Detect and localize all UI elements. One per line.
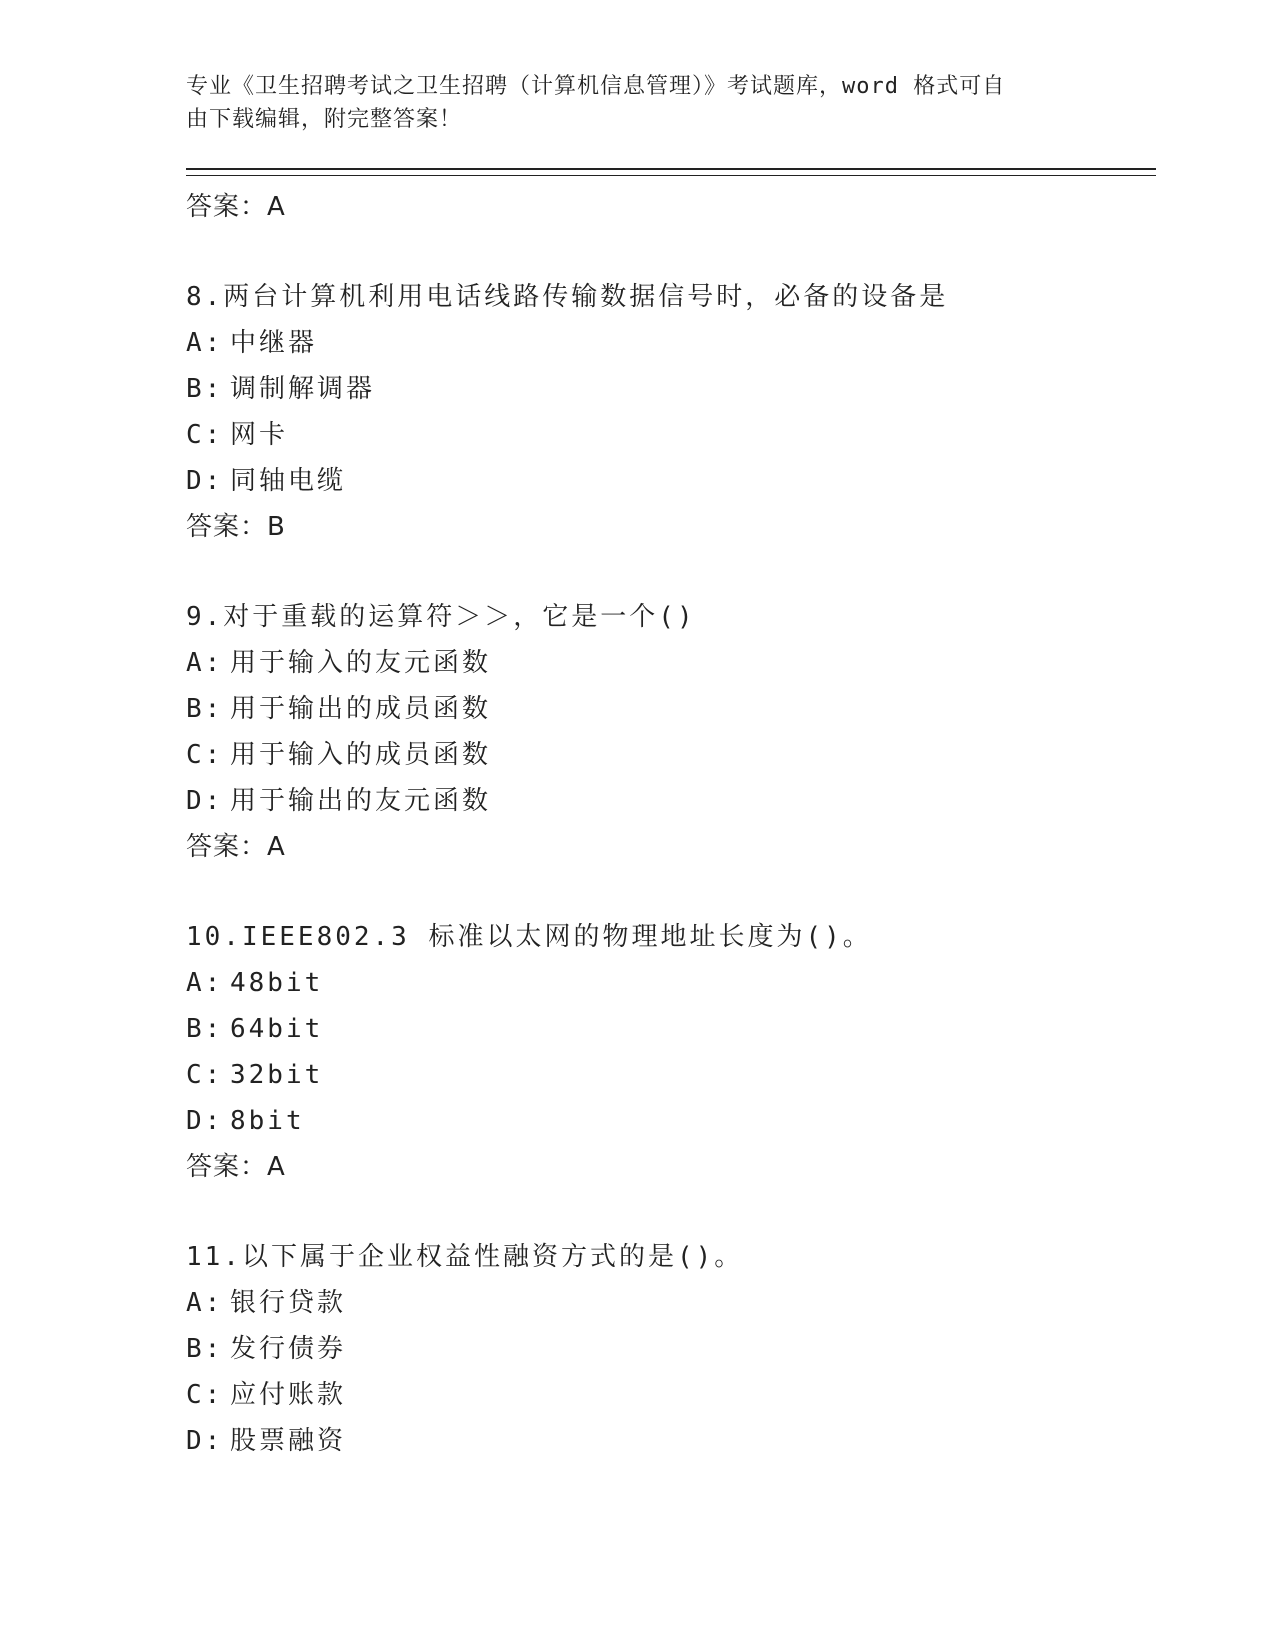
option-b xyxy=(186,1006,1156,1052)
option-text: 应付账款 xyxy=(230,1380,347,1410)
option-a xyxy=(186,320,1156,366)
answer-line: 答案：A xyxy=(186,192,286,222)
option-c xyxy=(186,1052,1156,1098)
option-d xyxy=(186,458,1156,504)
option-text: 64bit xyxy=(230,1014,324,1044)
option-label: D: xyxy=(186,1106,224,1136)
option-text: 调制解调器 xyxy=(230,374,376,404)
option-label: D: xyxy=(186,466,224,496)
option-label: C: xyxy=(186,1060,224,1090)
header-line-2: 由下载编辑，附完整答案！ xyxy=(186,107,463,132)
option-a xyxy=(186,640,1156,686)
option-text: 用于输出的成员函数 xyxy=(230,694,492,724)
option-text: 同轴电缆 xyxy=(230,466,347,496)
question-text: 10.IEEE802.3 标准以太网的物理地址长度为()。 xyxy=(186,922,872,952)
option-label: D: xyxy=(186,1426,224,1456)
option-label: C: xyxy=(186,1380,224,1410)
option-text: 用于输入的友元函数 xyxy=(230,648,492,678)
header-divider xyxy=(186,168,1156,176)
option-text: 股票融资 xyxy=(230,1426,347,1456)
option-c xyxy=(186,1372,1156,1418)
option-text: 中继器 xyxy=(230,328,318,358)
question-block xyxy=(186,594,1156,870)
question-block xyxy=(186,1234,1156,1464)
option-text: 网卡 xyxy=(230,420,289,450)
question-text: 9.对于重载的运算符＞＞，它是一个() xyxy=(186,602,696,632)
option-text: 8bit xyxy=(230,1106,305,1136)
option-label: A: xyxy=(186,968,224,998)
option-label: B: xyxy=(186,1014,224,1044)
question-block xyxy=(186,914,1156,1190)
option-label: B: xyxy=(186,374,224,404)
option-label: C: xyxy=(186,740,224,770)
answer-line: 答案：A xyxy=(186,1152,286,1182)
option-label: B: xyxy=(186,694,224,724)
option-d xyxy=(186,1098,1156,1144)
option-label: A: xyxy=(186,328,224,358)
option-text: 32bit xyxy=(230,1060,324,1090)
question-text: 11.以下属于企业权益性融资方式的是()。 xyxy=(186,1242,744,1272)
option-label: A: xyxy=(186,1288,224,1318)
document-page xyxy=(186,70,1156,1464)
option-label: D: xyxy=(186,786,224,816)
option-text: 48bit xyxy=(230,968,324,998)
option-text: 发行债券 xyxy=(230,1334,347,1364)
question-text: 8.两台计算机利用电话线路传输数据信号时，必备的设备是 xyxy=(186,282,949,312)
option-b xyxy=(186,1326,1156,1372)
answer-line: 答案：B xyxy=(186,512,286,542)
option-b xyxy=(186,686,1156,732)
option-text: 银行贷款 xyxy=(230,1288,347,1318)
header-line-1: 专业《卫生招聘考试之卫生招聘（计算机信息管理）》考试题库，word 格式可自 xyxy=(186,74,1006,99)
option-label: A: xyxy=(186,648,224,678)
option-text: 用于输入的成员函数 xyxy=(230,740,492,770)
answer-line: 答案：A xyxy=(186,832,286,862)
question-block xyxy=(186,274,1156,550)
option-a xyxy=(186,960,1156,1006)
option-c xyxy=(186,412,1156,458)
option-label: B: xyxy=(186,1334,224,1364)
option-c xyxy=(186,732,1156,778)
option-text: 用于输出的友元函数 xyxy=(230,786,492,816)
option-d xyxy=(186,778,1156,824)
option-label: C: xyxy=(186,420,224,450)
option-a xyxy=(186,1280,1156,1326)
option-d xyxy=(186,1418,1156,1464)
option-b xyxy=(186,366,1156,412)
document-header xyxy=(186,70,1066,136)
